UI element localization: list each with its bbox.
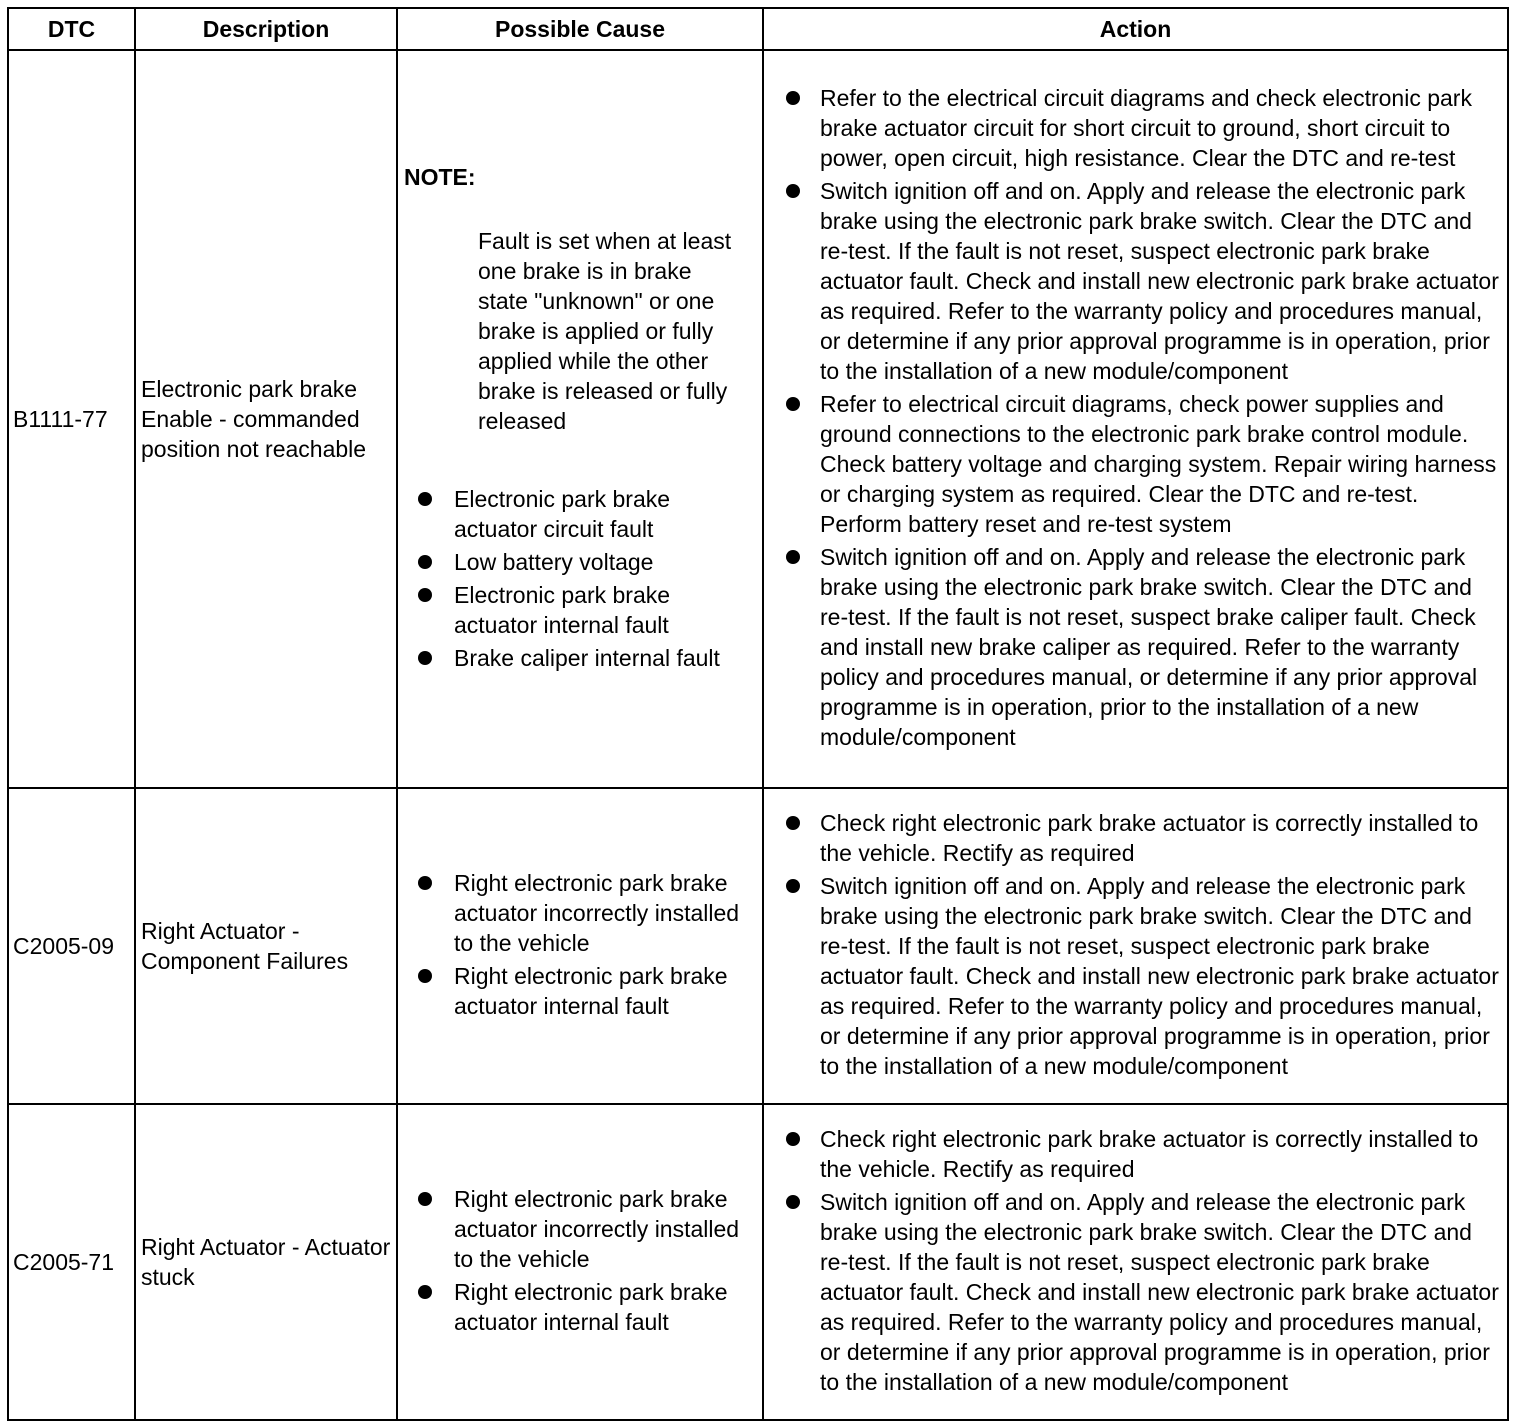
cause-item [404,1277,758,1337]
cause-item [404,580,758,640]
action-text: Switch ignition off and on. Apply and release the electronic park brake using the electronic park brake switch. Clear the DTC and re-test. If the fault is not reset, suspect electronic park brake actuator fault. Check and install new electronic park brake actuator as required. Refer to the warranty policy and procedures manual, or determine if any prior approval programme is in operation, prior to the installation of a new module/component [820,873,1499,1079]
action-cell [763,1104,1508,1420]
bullet-icon [418,492,432,506]
bullet-icon [418,1285,432,1299]
action-text: Check right electronic park brake actuator is correctly installed to the vehicle. Rectify as required [820,1126,1479,1182]
header-action: Action [763,8,1508,50]
cause-text: Electronic park brake actuator circuit fault [454,486,671,542]
action-text: Switch ignition off and on. Apply and release the electronic park brake using the electronic park brake switch. Clear the DTC and re-test. If the fault is not reset, suspect brake caliper fault. Check and install new brake caliper as required. Refer to the warranty policy and procedures manual, or determine if any prior approval programme is in operation, prior to the installation of a new module/component [820,544,1478,750]
dtc-table [7,7,1509,1421]
bullet-icon [786,91,800,105]
bullet-icon [786,879,800,893]
action-list [786,808,1503,1081]
bullet-icon [418,876,432,890]
bullet-icon [786,184,800,198]
action-item [786,1124,1503,1184]
possible-cause-cell [397,788,763,1104]
table-row [8,788,1508,1104]
action-item [786,83,1503,173]
table-header-row [8,8,1508,50]
bullet-icon [786,550,800,564]
action-text: Refer to electrical circuit diagrams, check power supplies and ground connections to the electronic park brake control module. Check battery voltage and charging system. Repair wiring harness or charging system as required. Clear the DTC and re-test. Perform battery reset and re-test system [820,391,1497,537]
cause-list [404,1184,758,1337]
bullet-icon [786,397,800,411]
action-cell [763,788,1508,1104]
dtc-description: Electronic park brake Enable - commanded position not reachable [135,50,397,788]
action-text: Refer to the electrical circuit diagrams and check electronic park brake actuator circuit for short circuit to ground, short circuit to power, open circuit, high resistance. Clear the DTC and re-test [820,85,1472,171]
cause-item [404,961,758,1021]
bullet-icon [418,651,432,665]
cause-text: Electronic park brake actuator internal fault [454,582,671,638]
cause-list [404,868,758,1021]
bullet-icon [786,1195,800,1209]
header-description: Description [135,8,397,50]
cause-text: Right electronic park brake actuator internal fault [454,1279,728,1335]
cause-text: Right electronic park brake actuator incorrectly installed to the vehicle [454,870,740,956]
cause-text: Brake caliper internal fault [454,645,720,671]
cause-text: Low battery voltage [454,549,654,575]
note-label: NOTE: [404,164,476,190]
action-item [786,808,1503,868]
action-text: Switch ignition off and on. Apply and release the electronic park brake using the electronic park brake switch. Clear the DTC and re-test. If the fault is not reset, suspect electronic park brake actuator fault. Check and install new electronic park brake actuator as required. Refer to the warranty policy and procedures manual, or determine if any prior approval programme is in operation, prior to the installation of a new module/component [820,1189,1499,1395]
action-text: Switch ignition off and on. Apply and release the electronic park brake using the electronic park brake switch. Clear the DTC and re-test. If the fault is not reset, suspect electronic park brake actuator fault. Check and install new electronic park brake actuator as required. Refer to the warranty policy and procedures manual, or determine if any prior approval programme is in operation, prior to the installation of a new module/component [820,178,1499,384]
action-item [786,176,1503,386]
header-dtc: DTC [8,8,135,50]
action-cell [763,50,1508,788]
dtc-description: Right Actuator - Component Failures [135,788,397,1104]
cause-list [404,484,758,673]
dtc-description: Right Actuator - Actuator stuck [135,1104,397,1420]
header-possible-cause: Possible Cause [397,8,763,50]
bullet-icon [418,1192,432,1206]
table-row [8,1104,1508,1420]
cause-item [404,643,758,673]
action-item [786,389,1503,539]
action-item [786,1187,1503,1397]
action-item [786,871,1503,1081]
action-text: Check right electronic park brake actuator is correctly installed to the vehicle. Rectify as required [820,810,1479,866]
possible-cause-cell [397,50,763,788]
dtc-code: C2005-09 [8,788,135,1104]
bullet-icon [786,1132,800,1146]
bullet-icon [418,969,432,983]
cause-text: Right electronic park brake actuator internal fault [454,963,728,1019]
action-item [786,542,1503,752]
action-list [786,1124,1503,1397]
cause-item [404,868,758,958]
dtc-code: C2005-71 [8,1104,135,1420]
action-list [786,83,1503,752]
bullet-icon [418,555,432,569]
cause-item [404,547,758,577]
bullet-icon [418,588,432,602]
dtc-code: B1111-77 [8,50,135,788]
note-text: Fault is set when at least one brake is in brake state "unknown" or one brake is applied or fully applied while the other brake is released or fully released [478,228,732,434]
cause-text: Right electronic park brake actuator incorrectly installed to the vehicle [454,1186,740,1272]
bullet-icon [786,816,800,830]
cause-item [404,484,758,544]
table-row [8,50,1508,788]
cause-item [404,1184,758,1274]
possible-cause-cell [397,1104,763,1420]
